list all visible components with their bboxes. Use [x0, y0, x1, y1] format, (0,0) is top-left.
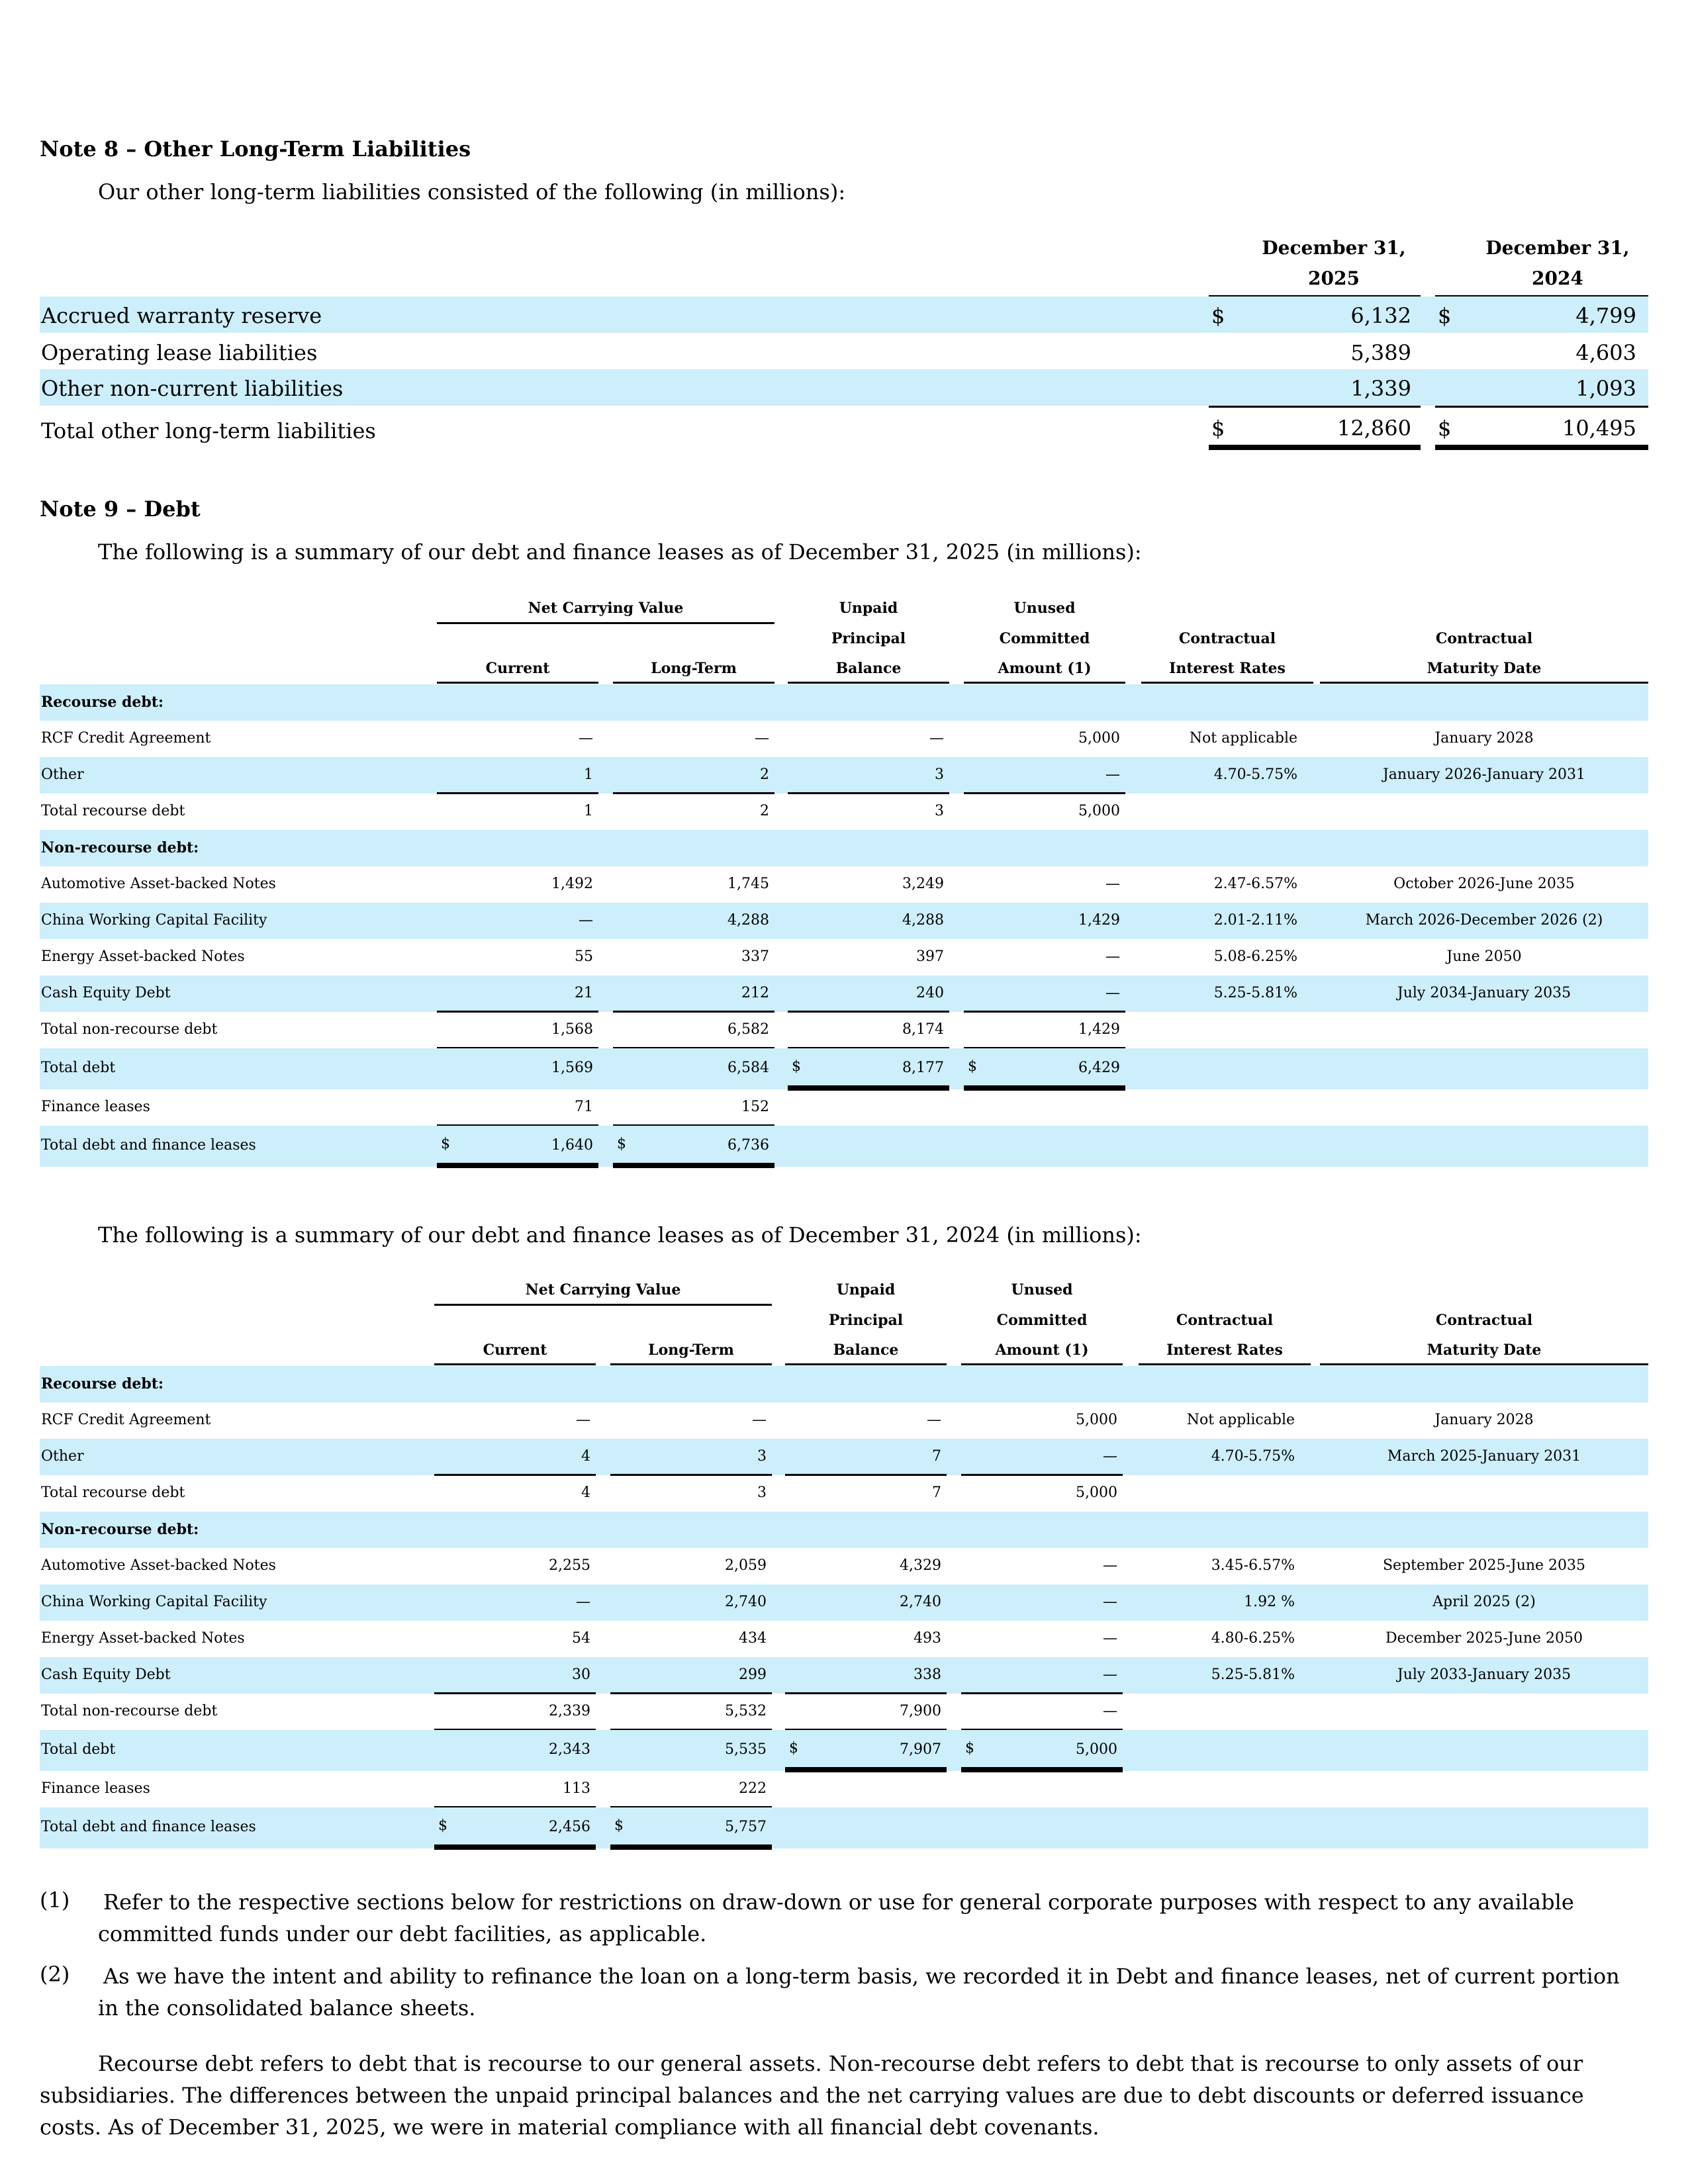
cell-unused-committed: 5,000: [1076, 1741, 1117, 1758]
cell-long-term: 6,584: [727, 1060, 769, 1076]
row-label: Other: [41, 1448, 84, 1465]
cell-long-term: 6,736: [727, 1137, 769, 1154]
currency-symbol: $: [617, 1136, 626, 1152]
subtotal-rule: [434, 1474, 596, 1476]
header-unpaid: Unpaid: [839, 600, 898, 617]
row-label: Total debt and finance leases: [41, 1819, 256, 1835]
row-label: Total recourse debt: [41, 803, 185, 819]
row-label: Cash Equity Debt: [41, 985, 171, 1001]
cell-interest-rate: Not applicable: [1186, 1412, 1295, 1428]
cell-interest-rate: 4.80-6.25%: [1211, 1630, 1295, 1647]
subtotal-rule: [1209, 406, 1421, 408]
cell-current: 21: [575, 985, 593, 1001]
cell-current: 113: [563, 1780, 590, 1797]
note8-col1-header-line1: December 31,: [1262, 237, 1406, 259]
cell-unused-committed: —: [1103, 1448, 1117, 1465]
row-label: Cash Equity Debt: [41, 1666, 171, 1683]
cell-long-term: 337: [741, 948, 769, 965]
cell-current: 1,569: [551, 1060, 593, 1076]
row-label: RCF Credit Agreement: [41, 730, 211, 747]
cell-long-term: 2: [760, 766, 769, 783]
subtotal-rule: [613, 792, 774, 794]
footnote-2-text: As we have the intent and ability to refinance the loan on a long-term basis, we recorded it in Debt and finance leases, net of current portion in the consolidated balance sheets.: [98, 1964, 1620, 2021]
cell-interest-rate: 2.47-6.57%: [1213, 876, 1297, 892]
cell-current: 1: [584, 766, 593, 783]
row-label: Non-recourse debt:: [41, 1521, 199, 1538]
cell-unpaid-principal: 3: [935, 803, 944, 819]
row-label: Total non-recourse debt: [41, 1021, 218, 1038]
header-amount: Amount (1): [998, 660, 1092, 677]
header-contractual: Contractual: [1178, 630, 1276, 647]
row-label: Recourse debt:: [41, 694, 164, 711]
cell-unpaid-principal: 338: [914, 1666, 941, 1683]
header-rule: [434, 1363, 596, 1365]
cell-unpaid-principal: 240: [916, 985, 944, 1001]
header-rule: [437, 622, 774, 624]
subtotal-rule: [610, 1692, 772, 1694]
header-principal: Principal: [831, 630, 906, 647]
cell-interest-rate: 4.70-5.75%: [1211, 1448, 1295, 1465]
row-shade: [40, 1366, 1648, 1402]
row-label: Finance leases: [41, 1099, 150, 1115]
cell-maturity-date: July 2034-January 2035: [1397, 985, 1571, 1001]
row-label: Other: [41, 766, 84, 783]
row-label: China Working Capital Facility: [41, 1594, 267, 1610]
row-shade: [40, 830, 1648, 866]
cell-unpaid-principal: 493: [914, 1630, 941, 1647]
cell-current: —: [579, 912, 593, 929]
cell-long-term: —: [755, 730, 769, 747]
cell-interest-rate: 5.08-6.25%: [1213, 948, 1297, 965]
cell-unpaid-principal: 8,174: [902, 1021, 944, 1038]
cell-unused-committed: 1,429: [1078, 1021, 1120, 1038]
note8-col2-header-line2: 2024: [1532, 267, 1583, 289]
cell-long-term: 4,288: [727, 912, 769, 929]
row-label: Recourse debt:: [41, 1375, 164, 1392]
header-long-term: Long-Term: [648, 1342, 734, 1359]
cell-long-term: —: [752, 1412, 767, 1428]
cell-unused-committed: 5,000: [1076, 1412, 1117, 1428]
value-2024: 4,799: [1575, 303, 1636, 328]
header-rule: [964, 682, 1125, 684]
cell-long-term: 5,757: [725, 1819, 767, 1835]
note9-title: Note 9 – Debt: [40, 496, 201, 522]
currency-symbol: $: [1438, 303, 1452, 328]
row-shade: [40, 1512, 1648, 1548]
currency-symbol: $: [614, 1817, 624, 1834]
cell-unpaid-principal: —: [927, 1412, 941, 1428]
header-interest-rates: Interest Rates: [1169, 660, 1286, 677]
cell-unpaid-principal: 3,249: [902, 876, 944, 892]
value-2025: 5,389: [1350, 340, 1411, 365]
cell-long-term: 222: [739, 1780, 767, 1797]
cell-unpaid-principal: 7,900: [900, 1703, 941, 1719]
subtotal-rule: [961, 1474, 1123, 1476]
cell-long-term: 5,532: [725, 1703, 767, 1719]
cell-unused-committed: 6,429: [1078, 1060, 1120, 1076]
row-label: Total other long-term liabilities: [41, 418, 376, 443]
row-label: China Working Capital Facility: [41, 912, 267, 929]
note8-col1-header-line2: 2025: [1308, 267, 1360, 289]
row-label: Other non-current liabilities: [41, 376, 344, 401]
row-label: Total debt: [41, 1060, 116, 1076]
currency-symbol: $: [968, 1058, 977, 1075]
subtotal-rule: [437, 1011, 598, 1013]
cell-maturity-date: January 2028: [1434, 1412, 1534, 1428]
currency-symbol: $: [965, 1740, 974, 1756]
cell-unused-committed: —: [1105, 985, 1120, 1001]
cell-unused-committed: —: [1105, 876, 1120, 892]
header-interest-rates: Interest Rates: [1166, 1342, 1283, 1359]
total-double-rule: [788, 1085, 949, 1091]
subtotal-rule: [785, 1692, 947, 1694]
cell-unpaid-principal: 8,177: [902, 1060, 944, 1076]
row-label: Non-recourse debt:: [41, 839, 199, 856]
row-shade: [40, 1126, 1648, 1167]
cell-unused-committed: —: [1103, 1594, 1117, 1610]
subtotal-rule: [785, 1474, 947, 1476]
header-rule: [1139, 1363, 1311, 1365]
cell-unpaid-principal: 4,329: [900, 1557, 941, 1574]
subtotal-rule: [788, 1011, 949, 1013]
cell-current: 2,339: [549, 1703, 590, 1719]
value-2025: 1,339: [1350, 376, 1411, 401]
value-2025: 12,860: [1337, 416, 1411, 441]
footnote-1-text: Refer to the respective sections below for restrictions on draw-down or use for general corporate purposes with respect to any available committed funds under our debt facilities, as applicable.: [98, 1889, 1574, 1946]
subtotal-rule: [613, 1011, 774, 1013]
header-balance: Balance: [835, 660, 902, 677]
cell-unused-committed: 1,429: [1078, 912, 1120, 929]
row-label: Total debt and finance leases: [41, 1137, 256, 1154]
cell-current: 1,640: [551, 1137, 593, 1154]
cell-long-term: 2: [760, 803, 769, 819]
header-contractual: Contractual: [1435, 1312, 1533, 1329]
cell-unused-committed: —: [1103, 1557, 1117, 1574]
cell-long-term: 299: [739, 1666, 767, 1683]
cell-long-term: 2,059: [725, 1557, 767, 1574]
header-contractual: Contractual: [1176, 1312, 1274, 1329]
header-committed: Committed: [999, 630, 1090, 647]
cell-unpaid-principal: 7: [932, 1448, 941, 1465]
cell-unused-committed: 5,000: [1076, 1484, 1117, 1501]
cell-unpaid-principal: —: [929, 730, 944, 747]
cell-current: 55: [575, 948, 593, 965]
value-2024: 4,603: [1575, 340, 1636, 365]
row-label: Energy Asset-backed Notes: [41, 948, 245, 965]
currency-symbol: $: [438, 1817, 447, 1834]
cell-long-term: 1,745: [727, 876, 769, 892]
cell-long-term: 6,582: [727, 1021, 769, 1038]
cell-unpaid-principal: 7,907: [900, 1741, 941, 1758]
cell-unpaid-principal: 3: [935, 766, 944, 783]
header-long-term: Long-Term: [651, 660, 737, 677]
value-2024: 10,495: [1562, 416, 1636, 441]
cell-unpaid-principal: 2,740: [900, 1594, 941, 1610]
currency-symbol: $: [789, 1740, 798, 1756]
cell-current: 54: [572, 1630, 590, 1647]
currency-symbol: $: [441, 1136, 450, 1152]
total-double-rule: [610, 1844, 772, 1850]
total-double-rule: [437, 1163, 598, 1168]
cell-maturity-date: October 2026-June 2035: [1393, 876, 1575, 892]
header-rule: [1320, 1363, 1648, 1365]
header-contractual: Contractual: [1435, 630, 1533, 647]
cell-current: —: [579, 730, 593, 747]
header-rule: [1320, 682, 1648, 684]
row-label: Operating lease liabilities: [41, 340, 318, 365]
cell-unused-committed: —: [1103, 1630, 1117, 1647]
cell-interest-rate: Not applicable: [1189, 730, 1297, 747]
header-unpaid: Unpaid: [836, 1281, 896, 1298]
header-amount: Amount (1): [995, 1342, 1089, 1359]
row-label: Total debt: [41, 1741, 116, 1758]
total-double-rule: [434, 1844, 596, 1850]
total-double-rule: [964, 1085, 1125, 1091]
row-label: Accrued warranty reserve: [41, 303, 322, 328]
cell-maturity-date: December 2025-June 2050: [1385, 1630, 1583, 1647]
header-current: Current: [483, 1342, 547, 1359]
subtotal-rule: [964, 792, 1125, 794]
cell-interest-rate: 5.25-5.81%: [1213, 985, 1297, 1001]
cell-interest-rate: 1.92 %: [1244, 1594, 1295, 1610]
cell-current: 1,568: [551, 1021, 593, 1038]
closing-paragraph: Recourse debt refers to debt that is recourse to our general assets. Non-recourse debt refers to debt that is recourse to only assets of our subsidiaries. The differences between the unpaid principal balances and the net carrying values are due to debt discounts or deferred issuance costs. As of December 31, 2025, we were in material compliance with all financial debt covenants.: [40, 2051, 1584, 2140]
header-committed: Committed: [996, 1312, 1088, 1329]
cell-maturity-date: January 2028: [1434, 730, 1534, 747]
row-shade: [40, 1807, 1648, 1848]
footnote-2-mark: (2): [40, 1962, 70, 1987]
cell-interest-rate: 5.25-5.81%: [1211, 1666, 1295, 1683]
subtotal-rule: [961, 1692, 1123, 1694]
cell-maturity-date: April 2025 (2): [1432, 1594, 1536, 1610]
cell-current: 2,255: [549, 1557, 590, 1574]
row-label: Total non-recourse debt: [41, 1703, 218, 1719]
value-2024: 1,093: [1575, 376, 1636, 401]
subtotal-rule: [964, 1011, 1125, 1013]
value-2025: 6,132: [1350, 303, 1411, 328]
cell-current: 4: [581, 1484, 590, 1501]
cell-interest-rate: 4.70-5.75%: [1213, 766, 1297, 783]
header-rule: [788, 682, 949, 684]
cell-long-term: 5,535: [725, 1741, 767, 1758]
cell-long-term: 212: [741, 985, 769, 1001]
cell-maturity-date: June 2050: [1446, 948, 1522, 965]
subtotal-rule: [1435, 406, 1648, 408]
row-label: Total recourse debt: [41, 1484, 185, 1501]
total-double-rule: [613, 1163, 774, 1168]
header-balance: Balance: [833, 1342, 899, 1359]
cell-maturity-date: January 2026-January 2031: [1382, 766, 1586, 783]
cell-unused-committed: —: [1103, 1703, 1117, 1719]
header-rule: [785, 1363, 947, 1365]
header-rule: [610, 1363, 772, 1365]
note8-title: Note 8 – Other Long-Term Liabilities: [40, 136, 471, 161]
cell-unused-committed: —: [1105, 766, 1120, 783]
header-rule: [961, 1363, 1123, 1365]
currency-symbol: $: [1438, 416, 1452, 441]
cell-long-term: 434: [739, 1630, 767, 1647]
header-rule: [1141, 682, 1313, 684]
cell-current: 1,492: [551, 876, 593, 892]
cell-unpaid-principal: 397: [916, 948, 944, 965]
cell-long-term: 3: [757, 1484, 767, 1501]
total-double-rule: [1435, 445, 1648, 450]
header-maturity-date: Maturity Date: [1427, 660, 1542, 677]
cell-long-term: 152: [741, 1099, 769, 1115]
cell-current: 2,343: [549, 1741, 590, 1758]
cell-unpaid-principal: 4,288: [902, 912, 944, 929]
row-label: Automotive Asset-backed Notes: [41, 1557, 276, 1574]
row-shade: [40, 684, 1648, 721]
currency-symbol: $: [792, 1058, 801, 1075]
cell-long-term: 2,740: [725, 1594, 767, 1610]
cell-unused-committed: —: [1103, 1666, 1117, 1683]
cell-current: —: [576, 1412, 590, 1428]
cell-long-term: 3: [757, 1448, 767, 1465]
cell-interest-rate: 2.01-2.11%: [1213, 912, 1297, 929]
row-label: RCF Credit Agreement: [41, 1412, 211, 1428]
cell-unused-committed: 5,000: [1078, 803, 1120, 819]
subtotal-rule: [788, 792, 949, 794]
header-current: Current: [485, 660, 550, 677]
subtotal-rule: [434, 1692, 596, 1694]
row-label: Energy Asset-backed Notes: [41, 1630, 245, 1647]
cell-current: 30: [572, 1666, 590, 1683]
header-unused: Unused: [1011, 1281, 1073, 1298]
header-unused: Unused: [1013, 600, 1076, 617]
header-principal: Principal: [828, 1312, 904, 1329]
subtotal-rule: [437, 792, 598, 794]
note9-intro-2025: The following is a summary of our debt and finance leases as of December 31, 2025 (in millions):: [98, 539, 1142, 565]
note9-intro-2024: The following is a summary of our debt and finance leases as of December 31, 2024 (in millions):: [98, 1222, 1142, 1248]
header-rule: [613, 682, 774, 684]
header-rule: [437, 682, 598, 684]
note8-intro: Our other long-term liabilities consisted of the following (in millions):: [98, 179, 846, 205]
cell-maturity-date: September 2025-June 2035: [1382, 1557, 1586, 1574]
row-label: Finance leases: [41, 1780, 150, 1797]
currency-symbol: $: [1211, 303, 1225, 328]
cell-maturity-date: March 2026-December 2026 (2): [1365, 912, 1603, 929]
total-double-rule: [961, 1767, 1123, 1772]
cell-unused-committed: —: [1105, 948, 1120, 965]
cell-interest-rate: 3.45-6.57%: [1211, 1557, 1295, 1574]
cell-current: 71: [575, 1099, 593, 1115]
note8-col2-header-line1: December 31,: [1485, 237, 1630, 259]
cell-current: 4: [581, 1448, 590, 1465]
cell-current: —: [576, 1594, 590, 1610]
subtotal-rule: [610, 1474, 772, 1476]
total-double-rule: [1209, 445, 1421, 450]
cell-current: 1: [584, 803, 593, 819]
header-rule: [434, 1304, 772, 1306]
cell-unused-committed: 5,000: [1078, 730, 1120, 747]
header-net-carrying-value: Net Carrying Value: [528, 600, 684, 617]
footnote-1-mark: (1): [40, 1888, 70, 1913]
cell-unpaid-principal: 7: [932, 1484, 941, 1501]
cell-maturity-date: July 2033-January 2035: [1397, 1666, 1571, 1683]
cell-current: 2,456: [549, 1819, 590, 1835]
header-net-carrying-value: Net Carrying Value: [525, 1281, 681, 1298]
total-double-rule: [785, 1767, 947, 1772]
row-label: Automotive Asset-backed Notes: [41, 876, 276, 892]
cell-maturity-date: March 2025-January 2031: [1387, 1448, 1581, 1465]
header-maturity-date: Maturity Date: [1427, 1342, 1542, 1359]
currency-symbol: $: [1211, 416, 1225, 441]
